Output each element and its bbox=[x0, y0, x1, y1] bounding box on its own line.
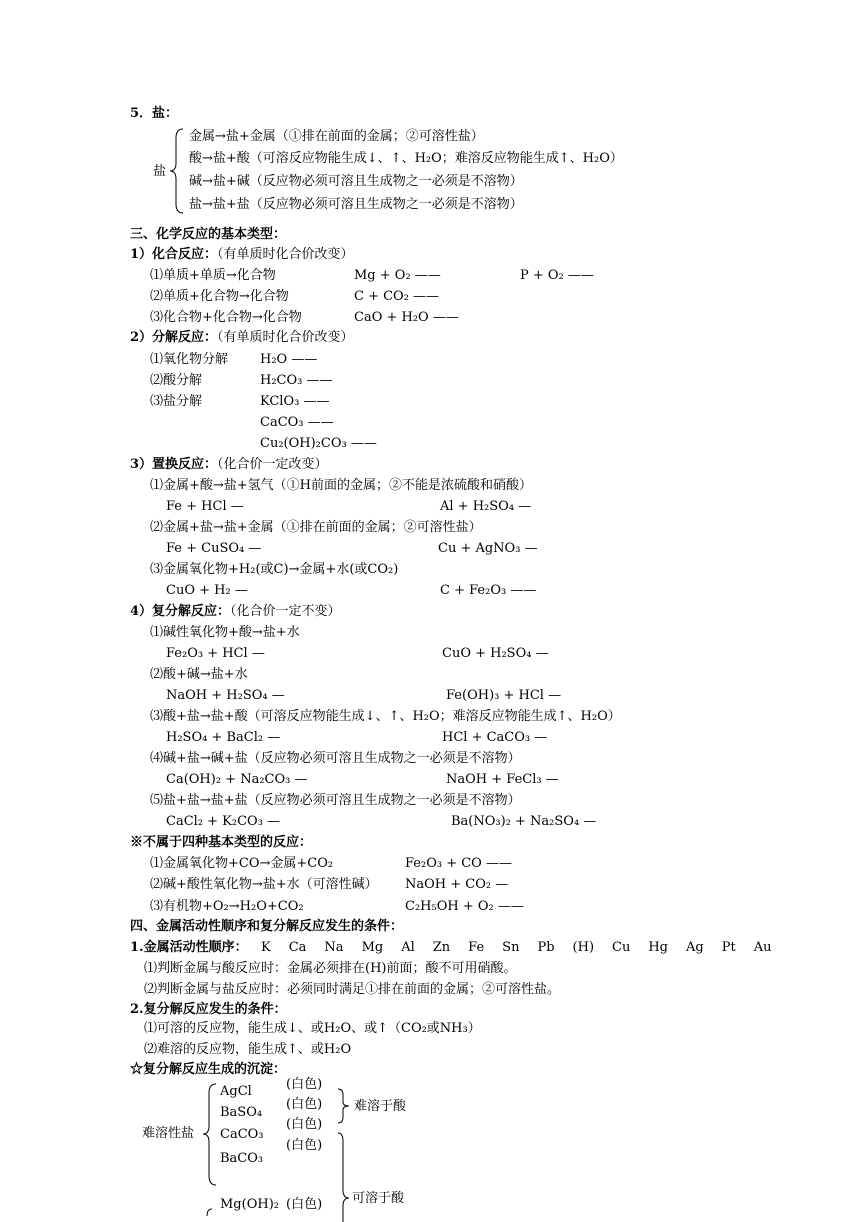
decomposition-heading bbox=[130, 329, 354, 347]
dd-eq-1b: CuO + H₂SO₄ — bbox=[442, 646, 549, 661]
brace-icon bbox=[169, 128, 185, 214]
insoluble-salt-label: 难溶性盐 bbox=[142, 1126, 195, 1141]
metal-symbol: Pt bbox=[721, 940, 736, 955]
activity-rule-1: ⑴判断金属与酸反应时：金属必须排在(H)前面；酸不可用硝酸。 bbox=[144, 961, 517, 976]
comb-row-1-eq1: Mg + O₂ —— bbox=[354, 268, 441, 283]
activity-series-list bbox=[261, 939, 789, 957]
disp-eq-3a: CuO + H₂ — bbox=[166, 583, 248, 598]
comb-row-3-label: ⑶化合物+化合物→化合物 bbox=[150, 310, 302, 325]
comb-row-2-label: ⑵单质+化合物→化合物 bbox=[150, 289, 289, 304]
dd-eq-5a: CaCl₂ + K₂CO₃ — bbox=[166, 814, 281, 829]
other-row-1-eq: Fe₂O₃ + CO —— bbox=[405, 856, 512, 871]
disp-eq-1b: Al + H₂SO₄ — bbox=[440, 499, 532, 514]
precip-color: (白色) bbox=[286, 1077, 323, 1092]
dd-rule-5: ⑸盐+盐→盐+盐（反应物必须可溶且生成物之一必须是不溶物） bbox=[150, 793, 521, 808]
dd-eq-4b: NaOH + FeCl₃ — bbox=[446, 772, 559, 787]
double-displacement-title: 4）复分解反应： bbox=[130, 604, 231, 619]
precipitates-title: ☆复分解反应生成的沉淀： bbox=[130, 1062, 287, 1077]
salt-rule-2: 酸→盐+酸（可溶反应物能生成↓、↑、H₂O；难溶反应物能生成↑、H₂O） bbox=[189, 151, 623, 166]
displacement-heading bbox=[130, 456, 328, 474]
metal-symbol: Zn bbox=[432, 940, 451, 955]
metal-symbol: Cu bbox=[612, 940, 631, 955]
decomp-row-4-eq: CaCO₃ —— bbox=[260, 415, 334, 430]
comb-row-2-eq1: C + CO₂ —— bbox=[354, 289, 440, 304]
dd-eq-3a: H₂SO₄ + BaCl₂ — bbox=[166, 730, 281, 745]
dd-rule-4: ⑷碱+盐→碱+盐（反应物必须可溶且生成物之一必须是不溶物） bbox=[150, 751, 521, 766]
comb-row-1-label: ⑴单质+单质→化合物 bbox=[150, 268, 276, 283]
dd-rule-3: ⑶酸+盐→盐+酸（可溶反应物能生成↓、↑、H₂O；难溶反应物能生成↑、H₂O） bbox=[150, 709, 621, 724]
decomp-row-2-label: ⑵酸分解 bbox=[150, 373, 203, 388]
metal-symbol: Pb bbox=[537, 940, 555, 955]
section-3-title: 三、化学反应的基本类型： bbox=[130, 227, 287, 242]
other-row-2-label: ⑵碱+酸性氧化物→盐+水（可溶性碱） bbox=[150, 877, 378, 892]
double-displacement-heading bbox=[130, 603, 341, 621]
activity-series-title: 1.金属活动性顺序： bbox=[130, 940, 248, 955]
other-row-3-label: ⑶有机物+O₂→H₂O+CO₂ bbox=[150, 899, 304, 914]
section-4-title: 四、金属活动性顺序和复分解反应发生的条件： bbox=[130, 919, 404, 934]
other-row-2-eq: NaOH + CO₂ — bbox=[405, 877, 509, 892]
comb-row-3-eq1: CaO + H₂O —— bbox=[354, 310, 459, 325]
dd-conditions-title: 2.复分解反应发生的条件： bbox=[130, 1002, 287, 1017]
precip-color: (白色) bbox=[286, 1097, 323, 1112]
decomp-row-1-label: ⑴氧化物分解 bbox=[150, 352, 229, 367]
precip-color: (白色) bbox=[286, 1138, 323, 1153]
metal-symbol: Al bbox=[401, 940, 415, 955]
other-reactions-title: ※不属于四种基本类型的反应： bbox=[130, 835, 313, 850]
section-5-title: 5．盐： bbox=[130, 106, 179, 121]
other-row-3-eq: C₂H₅OH + O₂ —— bbox=[405, 899, 524, 914]
dd-eq-1a: Fe₂O₃ + HCl — bbox=[166, 646, 265, 661]
metal-symbol: Sn bbox=[502, 940, 520, 955]
displacement-title: 3）置换反应： bbox=[130, 457, 218, 472]
brace-icon bbox=[202, 1083, 218, 1186]
disp-eq-2a: Fe + CuSO₄ — bbox=[166, 541, 262, 556]
decomp-row-1-eq: H₂O —— bbox=[260, 352, 318, 367]
decomp-row-3-eq: KClO₃ —— bbox=[260, 394, 330, 409]
combination-note: （有单质时化合价改变） bbox=[217, 247, 354, 262]
dd-rule-2: ⑵酸+碱→盐+水 bbox=[150, 667, 248, 682]
dd-eq-2a: NaOH + H₂SO₄ — bbox=[166, 688, 285, 703]
decomp-row-3-label: ⑶盐分解 bbox=[150, 394, 203, 409]
acid-soluble-label: 可溶于酸 bbox=[352, 1191, 405, 1206]
combination-heading bbox=[130, 246, 354, 264]
salt-rule-1: 金属→盐+金属（①排在前面的金属；②可溶性盐） bbox=[189, 129, 484, 144]
comb-row-1-eq2: P + O₂ —— bbox=[520, 268, 594, 283]
displacement-note: （化合价一定改变） bbox=[217, 457, 328, 472]
dd-condition-1: ⑴可溶的反应物，能生成↓、或H₂O、或↑（CO₂或NH₃） bbox=[144, 1021, 481, 1036]
disp-rule-3: ⑶金属氧化物+H₂(或C)→金属+水(或CO₂) bbox=[150, 562, 399, 577]
decomp-row-5-eq: Cu₂(OH)₂CO₃ —— bbox=[260, 436, 377, 451]
salt-label: 盐 bbox=[153, 164, 167, 179]
metal-symbol: Ag bbox=[686, 940, 704, 955]
dd-condition-2: ⑵难溶的反应物，能生成↑、或H₂O bbox=[144, 1042, 352, 1057]
other-row-1-label: ⑴金属氧化物+CO→金属+CO₂ bbox=[150, 856, 334, 871]
disp-eq-3b: C + Fe₂O₃ —— bbox=[440, 583, 537, 598]
metal-symbol: Fe bbox=[468, 940, 485, 955]
brace-icon bbox=[202, 1208, 214, 1216]
dd-eq-2b: Fe(OH)₃ + HCl — bbox=[446, 688, 562, 703]
dd-eq-5b: Ba(NO₃)₂ + Na₂SO₄ — bbox=[451, 814, 597, 829]
precip-item: BaSO₄ bbox=[220, 1105, 263, 1120]
decomp-row-2-eq: H₂CO₃ —— bbox=[260, 373, 333, 388]
disp-rule-1: ⑴金属+酸→盐+氢气（①H前面的金属；②不能是浓硫酸和硝酸） bbox=[150, 478, 533, 493]
salt-rule-3: 碱→盐+碱（反应物必须可溶且生成物之一必须是不溶物） bbox=[189, 174, 523, 189]
disp-eq-1a: Fe + HCl — bbox=[166, 499, 244, 514]
metal-symbol: Ca bbox=[288, 940, 307, 955]
right-brace-icon bbox=[337, 1088, 351, 1124]
metal-symbol: K bbox=[261, 940, 271, 955]
decomposition-note: （有单质时化合价改变） bbox=[217, 330, 354, 345]
precip-item: CaCO₃ bbox=[220, 1127, 264, 1142]
decomposition-title: 2）分解反应： bbox=[130, 330, 218, 345]
dd-rule-1: ⑴碱性氧化物+酸→盐+水 bbox=[150, 625, 300, 640]
metal-symbol: Na bbox=[324, 940, 344, 955]
combination-title: 1）化合反应： bbox=[130, 247, 218, 262]
right-brace-icon bbox=[337, 1132, 351, 1222]
precip-color: (白色) bbox=[286, 1117, 323, 1132]
disp-rule-2: ⑵金属+盐→盐+金属（①排在前面的金属；②可溶性盐） bbox=[150, 520, 482, 535]
precip-item: AgCl bbox=[220, 1084, 252, 1099]
precip-item: BaCO₃ bbox=[220, 1151, 264, 1166]
dd-eq-3b: HCl + CaCO₃ — bbox=[442, 730, 548, 745]
metal-symbol: (H) bbox=[572, 940, 595, 955]
metal-symbol: Hg bbox=[648, 940, 669, 955]
dd-eq-4a: Ca(OH)₂ + Na₂CO₃ — bbox=[166, 772, 308, 787]
precip-base-color: (白色) bbox=[286, 1197, 323, 1212]
salt-rule-4: 盐→盐+盐（反应物必须可溶且生成物之一必须是不溶物） bbox=[189, 197, 523, 212]
metal-symbol: Au bbox=[753, 940, 772, 955]
precip-base-item: Mg(OH)₂ bbox=[220, 1197, 279, 1212]
double-displacement-note: （化合价一定不变） bbox=[230, 604, 341, 619]
activity-rule-2: ⑵判断金属与盐反应时：必须同时满足①排在前面的金属；②可溶性盐。 bbox=[144, 982, 561, 997]
acid-insoluble-label: 难溶于酸 bbox=[354, 1099, 407, 1114]
disp-eq-2b: Cu + AgNO₃ — bbox=[438, 541, 538, 556]
metal-symbol: Mg bbox=[361, 940, 384, 955]
